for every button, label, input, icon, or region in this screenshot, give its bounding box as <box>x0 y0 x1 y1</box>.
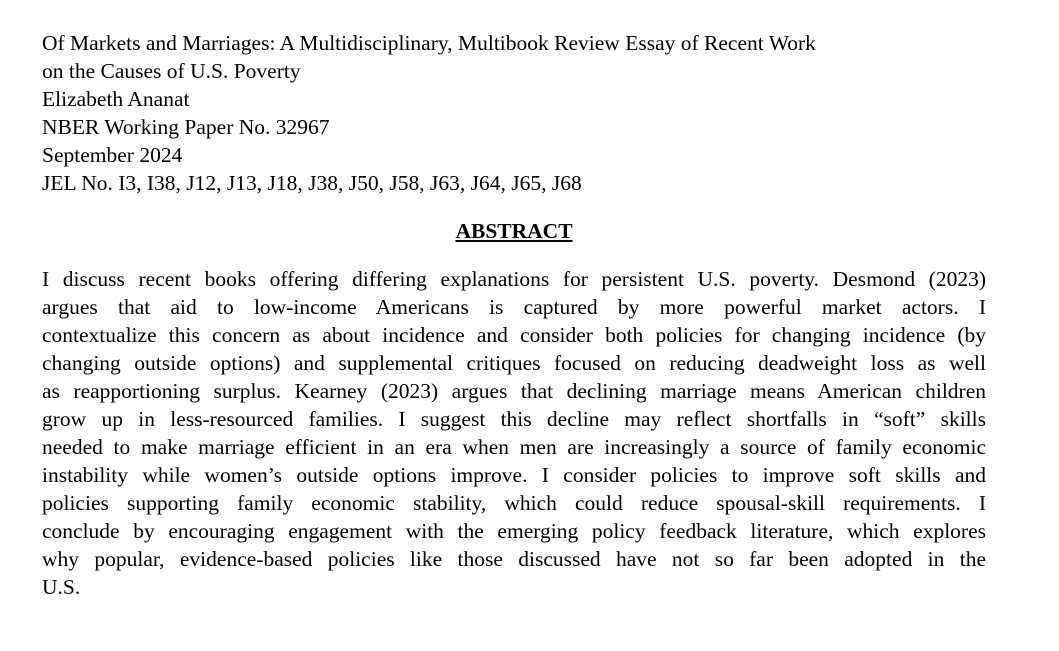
paper-title-line-2: on the Causes of U.S. Poverty <box>42 59 301 83</box>
paper-date: September 2024 <box>42 143 183 167</box>
abstract-line: contextualize this concern as about incidence and consider both policies for changing incidence (by <box>42 323 986 347</box>
abstract-line: I discuss recent books offering differing explanations for persistent U.S. poverty. Desmond (2023) <box>42 267 986 291</box>
abstract-line: needed to make marriage efficient in an era when men are increasingly a source of family economic <box>42 435 986 459</box>
paper-series: NBER Working Paper No. 32967 <box>42 115 330 139</box>
paper-jel-codes: JEL No. I3, I38, J12, J13, J18, J38, J50, J58, J63, J64, J65, J68 <box>42 171 582 195</box>
abstract-body <box>42 265 986 601</box>
paper-header <box>42 29 986 197</box>
abstract-line: changing outside options) and supplemental critiques focused on reducing deadweight loss as well <box>42 351 986 375</box>
abstract-line: U.S. <box>42 575 81 599</box>
document-page <box>42 29 986 601</box>
abstract-heading: ABSTRACT <box>455 219 573 243</box>
abstract-line: why popular, evidence-based policies like those discussed have not so far been adopted in the <box>42 547 986 571</box>
paper-title-line-1: Of Markets and Marriages: A Multidisciplinary, Multibook Review Essay of Recent Work <box>42 31 816 55</box>
abstract-line: grow up in less-resourced families. I suggest this decline may reflect shortfalls in “soft” skills <box>42 407 986 431</box>
abstract-line: argues that aid to low-income Americans is captured by more powerful market actors. I <box>42 295 986 319</box>
paper-author: Elizabeth Ananat <box>42 87 190 111</box>
abstract-line: conclude by encouraging engagement with the emerging policy feedback literature, which explores <box>42 519 986 543</box>
abstract-line: instability while women’s outside options improve. I consider policies to improve soft skills and <box>42 463 986 487</box>
abstract-line: policies supporting family economic stability, which could reduce spousal-skill requirements. I <box>42 491 986 515</box>
abstract-line: as reapportioning surplus. Kearney (2023) argues that declining marriage means American children <box>42 379 986 403</box>
